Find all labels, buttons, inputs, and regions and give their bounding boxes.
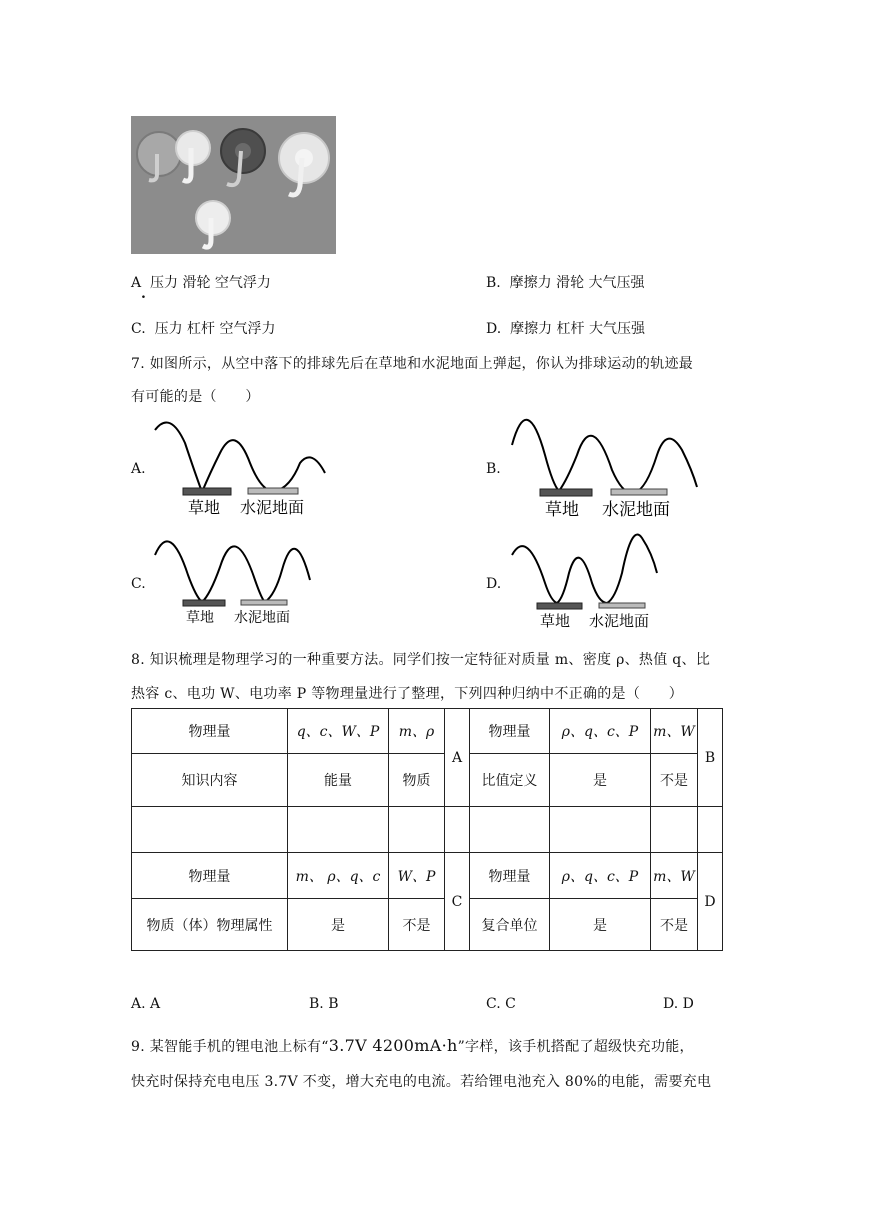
q7-option-c-label: C.: [131, 576, 146, 592]
table-cell: 比值定义: [470, 754, 550, 807]
table-cell: 物理量: [470, 853, 550, 899]
q6-option-c-text: 压力 杠杆 空气浮力: [154, 321, 276, 337]
q6-option-d: [486, 318, 645, 338]
q7-d-grass-label: 草地: [540, 612, 571, 630]
q9-stem-line1: [131, 1036, 694, 1056]
q6-option-b-label: B.: [486, 275, 501, 291]
table-tag-d: D: [698, 853, 723, 951]
q7-option-a-label: A.: [131, 461, 146, 477]
stray-dot: .: [141, 286, 146, 302]
q7-option-a-trajectory: [150, 418, 330, 520]
q6-option-b-text: 摩擦力 滑轮 大气压强: [509, 275, 645, 291]
table-cell: 是: [288, 899, 389, 951]
table-row: [132, 709, 723, 754]
table-cell: 物理量: [132, 709, 288, 754]
q9-stem-line2: 快充时保持充电电压 3.7V 不变，增大充电的电流。若给锂电池充入 80%的电能，需要充电: [131, 1074, 712, 1090]
table-cell: m、W: [651, 709, 698, 754]
q6-option-a: [131, 272, 271, 292]
q7-stem-line1: 7. 如图所示，从空中落下的排球先后在草地和水泥地面上弹起，你认为排球运动的轨迹最: [131, 356, 694, 372]
q7-stem-line2: 有可能的是（ ）: [131, 389, 260, 405]
table-tag-a: A: [445, 709, 470, 807]
suction-hooks-illustration: [131, 116, 336, 254]
q6-option-a-label: A: [131, 275, 142, 291]
q8-answer-a: A. A: [131, 996, 161, 1012]
q7-a-cement-label: 水泥地面: [240, 498, 305, 517]
table-tag-b: B: [698, 709, 723, 807]
table-cell: W、P: [389, 853, 445, 899]
q6-option-a-text: 压力 滑轮 空气浮力: [150, 275, 271, 291]
table-cell: q、c、W、P: [288, 709, 389, 754]
table-cell: m、W: [651, 853, 698, 899]
q7-a-grass-label: 草地: [188, 498, 221, 517]
q9-line1-pre: 9. 某智能手机的锂电池上标有“: [131, 1039, 329, 1055]
table-cell: 是: [550, 754, 651, 807]
table-cell: 能量: [288, 754, 389, 807]
table-cell: 知识内容: [132, 754, 288, 807]
table-tag-c: C: [445, 853, 470, 951]
q7-option-b-trajectory: [507, 415, 702, 523]
q7-option-d-trajectory: [507, 533, 667, 633]
q8-answer-d: D. D: [663, 996, 694, 1012]
table-cell: ρ、q、c、P: [550, 709, 651, 754]
q6-option-b: [486, 272, 645, 292]
table-cell: 不是: [651, 899, 698, 951]
q7-d-cement-label: 水泥地面: [589, 612, 650, 630]
q7-b-cement-label: 水泥地面: [602, 500, 670, 520]
q7-option-c-trajectory: [150, 535, 320, 630]
table-row-empty: [132, 807, 723, 853]
table-cell: 不是: [651, 754, 698, 807]
table-cell: 物理量: [470, 709, 550, 754]
table-cell: ρ、q、c、P: [550, 853, 651, 899]
q7-c-grass-label: 草地: [186, 610, 214, 626]
q7-option-d-label: D.: [486, 576, 502, 592]
q7-c-cement-label: 水泥地面: [234, 610, 290, 626]
table-cell: 物质: [389, 754, 445, 807]
suction-hooks-photo: [131, 116, 336, 254]
q7-option-b-label: B.: [486, 461, 501, 477]
q8-stem-line2: 热容 c、电功 W、电功率 P 等物理量进行了整理，下列四种归纳中不正确的是（ ）: [131, 686, 684, 702]
q9-battery-spec: 3.7V 4200mA·h: [328, 1036, 458, 1055]
table-row: [132, 899, 723, 951]
q6-option-c: [131, 318, 275, 338]
q7-b-grass-label: 草地: [545, 500, 579, 520]
table-cell: m、 ρ、q、c: [288, 853, 389, 899]
q8-knowledge-table: [131, 708, 723, 951]
q6-option-d-label: D.: [486, 321, 502, 337]
table-row: [132, 853, 723, 899]
table-cell: m、ρ: [389, 709, 445, 754]
table-cell: 是: [550, 899, 651, 951]
q6-option-c-label: C.: [131, 321, 146, 337]
table-cell: 物理量: [132, 853, 288, 899]
table-cell: 复合单位: [470, 899, 550, 951]
q8-answer-b: B. B: [309, 996, 339, 1012]
q8-stem-line1: 8. 知识梳理是物理学习的一种重要方法。同学们按一定特征对质量 m、密度 ρ、热值 q、比: [131, 652, 711, 668]
q8-answer-c: C. C: [486, 996, 516, 1012]
q9-line1-post: ”字样，该手机搭配了超级快充功能，: [457, 1039, 694, 1055]
table-row: [132, 754, 723, 807]
q6-option-d-text: 摩擦力 杠杆 大气压强: [510, 321, 645, 337]
table-cell: 物质（体）物理属性: [132, 899, 288, 951]
table-cell: 不是: [389, 899, 445, 951]
